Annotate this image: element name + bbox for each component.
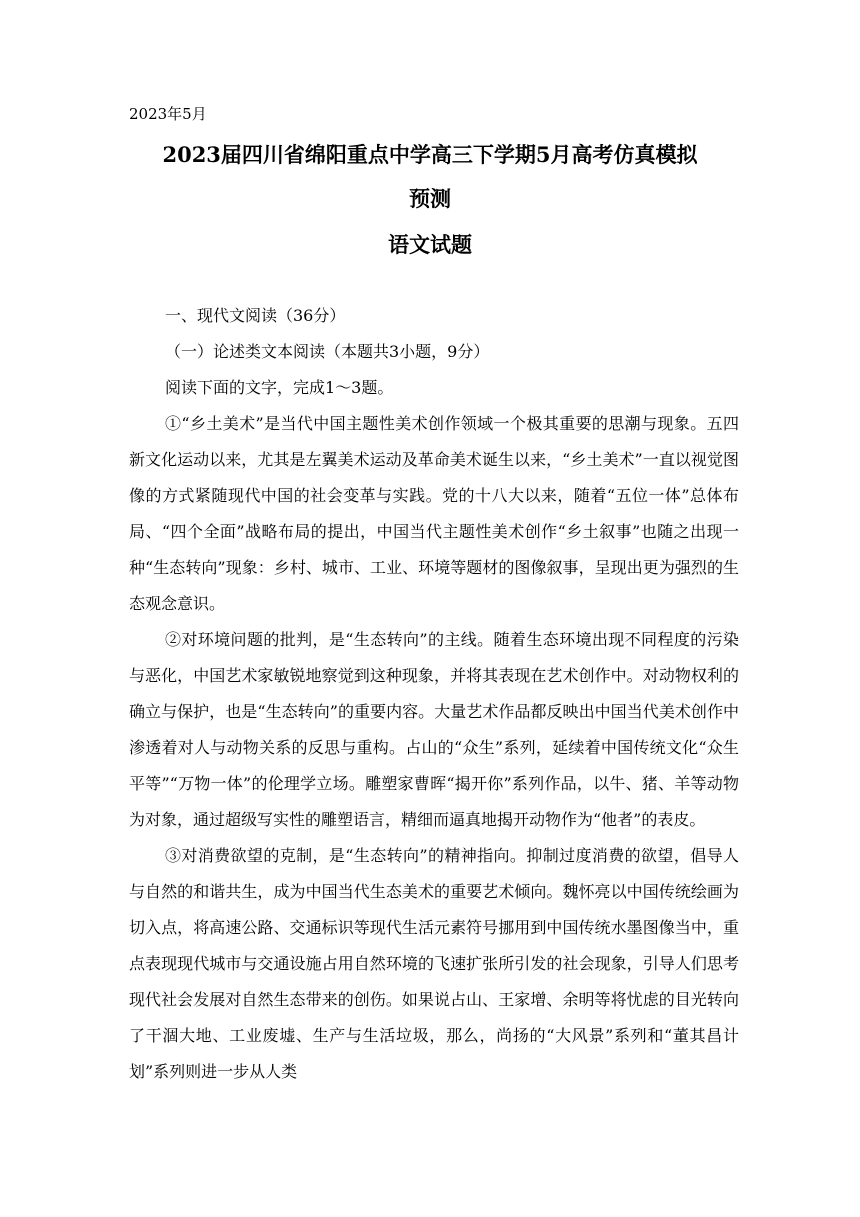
exam-subject-title: 语文试题 [388, 232, 472, 257]
exam-title-line-1: 2023届四川省绵阳重点中学高三下学期5月高考仿真模拟 [162, 142, 698, 167]
paragraph-3: ③对消费欲望的克制，是“生态转向”的精神指向。抑制过度消费的欲望，倡导人与自然的和谐共生，成为中国当代生态美术的重要艺术倾向。魏怀亮以中国传统绘画为切入点，将高速公路、交通标识等现代生活元素符号挪用到中国传统水墨图像当中，重点表现现代城市与交通设施占用自然环境的飞速扩张所引发的社会现象，引导人们思考现代社会发展对自然生态带来的创伤。如果说占山、王家增、余明等将忧虑的目光转向了干涸大地、工业废墟、生产与生活垃圾，那么，尚扬的“大风景”系列和“董其昌计划”系列则进一步从人类 [129, 846, 739, 1081]
subsection-heading: （一）论述类文本阅读（本题共3小题，9分） [165, 342, 490, 361]
paragraph-1: ①“乡土美术”是当代中国主题性美术创作领域一个极其重要的思潮与现象。五四新文化运动以来，尤其是左翼美术运动及革命美术诞生以来，“乡土美术”一直以视觉图像的方式紧随现代中国的社会变革与实践。党的十八大以来，随着“五位一体”总体布局、“四个全面”战略布局的提出，中国当代主题性美术创作“乡土叙事”也随之出现一种“生态转向”现象：乡村、城市、工业、环境等题材的图像叙事，呈现出更为强烈的生态观念意识。 [129, 414, 739, 613]
exam-title-line-2: 预测 [409, 186, 451, 211]
exam-date: 2023年5月 [129, 105, 207, 123]
document-body [129, 298, 739, 1090]
paragraph-2: ②对环境问题的批判，是“生态转向”的主线。随着生态环境出现不同程度的污染与恶化，中国艺术家敏锐地察觉到这种现象，并将其表现在艺术创作中。对动物权利的确立与保护，也是“生态转向”的重要内容。大量艺术作品都反映出中国当代美术创作中渗透着对人与动物关系的反思与重构。占山的“众生”系列，延续着中国传统文化“众生平等”“万物一体”的伦理学立场。雕塑家曹晖“揭开你”系列作品，以牛、猪、羊等动物为对象，通过超级写实性的雕塑语言，精细而逼真地揭开动物作为“他者”的表皮。 [129, 630, 739, 829]
reading-instruction: 阅读下面的文字，完成1～3题。 [165, 378, 394, 397]
section-heading: 一、现代文阅读（36分） [165, 306, 346, 325]
